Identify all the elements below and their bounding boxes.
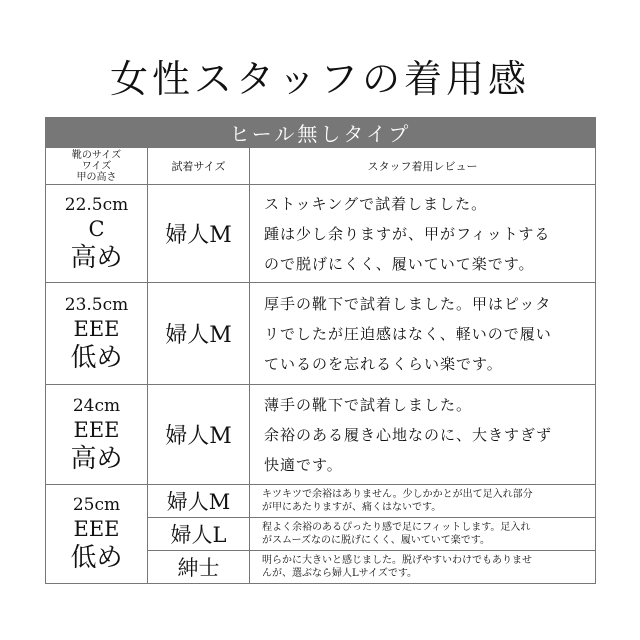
width-header-line: ワイズ (81, 160, 112, 172)
review-line: んが、選ぶなら婦人Lサイズです。 (262, 568, 418, 579)
section-header-row (46, 118, 596, 148)
review-line: ストッキングで試着しました。 (264, 194, 488, 213)
review-text (250, 283, 596, 385)
table-row (46, 283, 596, 385)
trial-size: 紳士 (148, 551, 250, 584)
instep-height: 高め (70, 443, 123, 474)
staff-size-cell (46, 283, 148, 385)
trial-size: 婦人M (148, 185, 250, 283)
trial-size: 婦人M (148, 385, 250, 485)
instep-height: 低め (70, 342, 123, 373)
review-text (250, 185, 596, 283)
table-row (46, 185, 596, 283)
column-header-row (46, 148, 596, 185)
foot-length: 22.5cm (64, 194, 129, 215)
shoe-size-header-line: 靴のサイズ (71, 149, 122, 161)
review-line: 程よく余裕のあるぴったり感で足にフィットします。足入れ (262, 522, 531, 533)
fit-review-table (45, 117, 596, 584)
staff-size-cell (46, 485, 148, 584)
staff-size-cell (46, 185, 148, 283)
page-title: 女性スタッフの着用感 (109, 57, 530, 101)
review-text (250, 518, 596, 551)
review-text (250, 385, 596, 485)
foot-width: EEE (73, 417, 120, 442)
foot-width: C (88, 216, 105, 241)
foot-length: 23.5cm (64, 294, 129, 315)
table-row (46, 385, 596, 485)
trial-size: 婦人L (148, 518, 250, 551)
review-line: が甲にあたりますが、痛くはないです。 (262, 502, 442, 513)
foot-width: EEE (73, 517, 120, 541)
review-line: 薄手の靴下で試着しました。 (264, 395, 473, 414)
foot-length: 24cm (72, 395, 121, 416)
review-text (250, 551, 596, 584)
trial-size: 婦人M (148, 283, 250, 385)
table-row (46, 485, 596, 518)
review-line: キツキツで余裕はありません。少しかかとが出て足入れ部分 (262, 489, 533, 500)
instep-height: 低め (70, 543, 123, 573)
review-line: ので脱げにくく、履いていて楽です。 (264, 254, 535, 273)
staff-size-cell (46, 385, 148, 485)
review-line: 余裕のある履き心地なのに、大きすぎず (264, 425, 553, 444)
trial-size: 婦人M (148, 485, 250, 518)
review-line: ているのを忘れるくらい楽です。 (264, 354, 503, 373)
foot-length: 25cm (72, 495, 121, 515)
instep-header-line: 甲の高さ (76, 171, 117, 183)
foot-width: EEE (73, 316, 120, 341)
shoe-size-header (46, 148, 148, 185)
review-text (250, 485, 596, 518)
review-line: 快適です。 (264, 455, 343, 474)
review-line: 明らかに大きいと感じました。脱げやすいわけでもありませ (262, 555, 532, 566)
review-line: 厚手の靴下で試着しました。甲はピッタ (264, 294, 552, 313)
review-header: スタッフ着用レビュー (250, 148, 596, 185)
trial-size-header: 試着サイズ (148, 148, 250, 185)
instep-height: 高め (70, 242, 123, 273)
review-line: 踵は少し余りますが、甲がフィットする (264, 224, 551, 243)
review-line: リでしたが圧迫感はなく、軽いので履い (264, 324, 552, 343)
section-header: ヒール無しタイプ (46, 118, 596, 148)
review-line: がスムーズなのに脱げにくく、履いていて楽です。 (262, 535, 490, 546)
